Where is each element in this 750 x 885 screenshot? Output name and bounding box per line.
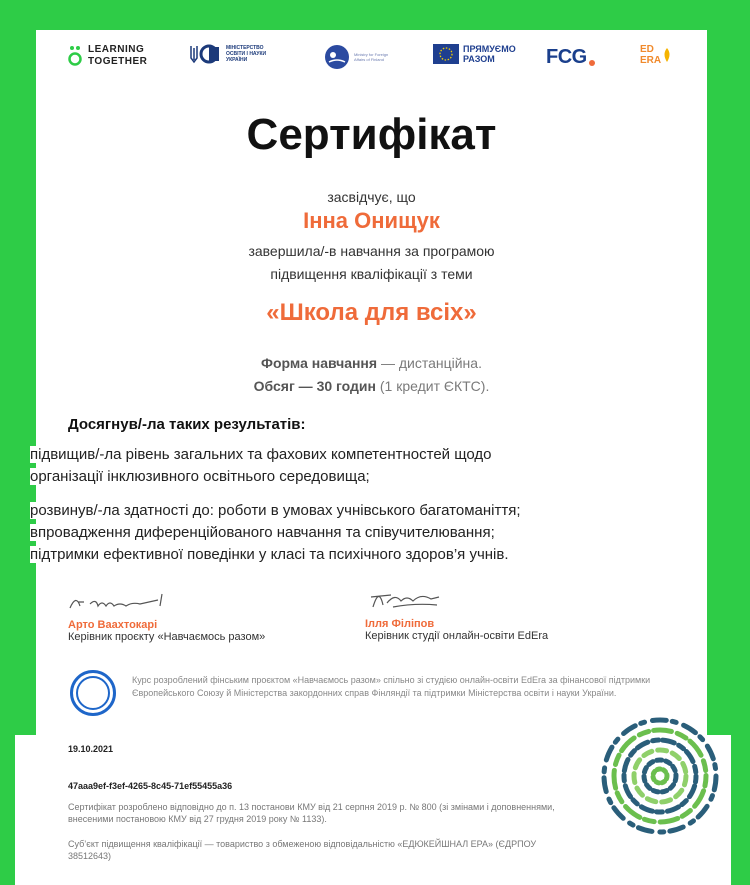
signature-1-image [68, 590, 168, 614]
results-heading: Досягнув/-ла таких результатів: [68, 416, 306, 433]
course-title: «Школа для всіх» [266, 299, 477, 326]
mfa-globe-icon [324, 44, 350, 70]
signature-2-image [365, 585, 445, 613]
stamp-inner-ring [76, 676, 110, 710]
recipient-name: Інна Онищук [303, 208, 440, 233]
result-line: підтримки ефективної поведінки у класі та психічного здоров’я учнів. [30, 546, 513, 563]
signer-2-role: Керівник студії онлайн-освіти EdEra [365, 630, 549, 642]
issue-date: 19.10.2021 [68, 744, 114, 754]
study-form-value: — дистанційна. [377, 355, 482, 371]
ministry-line-1: МІНІСТЕРСТВО [226, 45, 264, 51]
learning-together-line-2: TOGETHER [88, 56, 148, 67]
study-volume-label: Обсяг — 30 годин [253, 378, 376, 394]
qr-spiral-icon [598, 714, 722, 838]
fcg-logo [546, 46, 595, 69]
learning-together-icon [68, 45, 82, 67]
pryamuye-line-2: РАЗОМ [463, 54, 495, 64]
signer-1-role: Керівник проєкту «Навчаємось разом» [68, 631, 266, 643]
certificate-title: Сертифікат [246, 110, 497, 159]
fcg-text: FCG [546, 46, 587, 68]
signature-block-1 [68, 590, 265, 643]
pryamuye-line-1: ПРЯМУЄМО [463, 44, 516, 54]
study-volume [36, 378, 707, 394]
ministry-logo [188, 44, 266, 64]
edera-stamp [70, 670, 116, 716]
signer-2-name: Ілля Філіпов [365, 618, 435, 630]
signer-1-name: Арто Ваахтокарі [68, 619, 158, 631]
certifies-text: засвідчує, що [327, 189, 416, 205]
study-volume-value: (1 кредит ЄКТС). [376, 378, 490, 394]
learning-together-line-1: LEARNING [88, 44, 145, 55]
mfa-line-2: Affairs of Finland [354, 57, 384, 62]
eu-flag-icon [433, 44, 459, 64]
ministry-line-3: УКРАЇНИ [226, 57, 248, 63]
edera-flame-icon [661, 48, 673, 62]
completed-line-2: підвищення кваліфікації з теми [270, 266, 473, 282]
result-line: підвищив/-ла рівень загальних та фахових компетентностей щодо [30, 446, 495, 463]
mfa-line-1: Ministry for Foreign [354, 52, 389, 57]
partner-logos [36, 30, 707, 90]
ministry-line-2: ОСВІТИ І НАУКИ [226, 51, 267, 57]
edera-line-2: ERA [640, 55, 662, 66]
legal-note-1: Сертифікат розроблено відповідно до п. 13 постанови КМУ від 21 серпня 2019 р. № 800 (зі змінами і доповненнями, внесеними постановою КМУ від 27 грудня 2019 року № 1133). [68, 802, 555, 824]
signature-block-2 [365, 585, 548, 642]
edera-logo [640, 44, 673, 66]
study-form-label: Форма навчання [261, 355, 378, 371]
result-line: розвинув/-ла здатності до: роботи в умовах учнівського багатоманіття; [30, 502, 525, 519]
ministry-trident-icon [188, 44, 222, 64]
certificate-id: 47aaa9ef-f3ef-4265-8c45-71ef55455a36 [68, 781, 233, 791]
result-line: впровадження диференційованого навчання та співучителювання; [30, 524, 499, 541]
mfa-finland-logo [324, 44, 388, 70]
result-line: організації інклюзивного освітнього середовища; [30, 468, 374, 485]
pryamuye-razom-logo [433, 44, 516, 64]
fcg-dot-icon [589, 60, 595, 66]
learning-together-logo [68, 44, 147, 68]
legal-note-2: Суб’єкт підвищення кваліфікації — товариство з обмеженою відповідальністю «ЕДЮКЕЙШНАЛ ЕРА» (ЄДРПОУ 38512643) [68, 839, 537, 861]
study-form [36, 355, 707, 371]
course-note: Курс розроблений фінським проєктом «Навчаємось разом» спільно зі студією онлайн-освіти EdEra за фінансової підтримки Європейського Союзу й Міністерства закордонних справ Фінляндії та підтримки Міністерства освіти і науки України. [132, 675, 651, 698]
completed-line-1: завершила/-в навчання за програмою [248, 243, 495, 259]
edera-line-1: ED [640, 44, 654, 55]
